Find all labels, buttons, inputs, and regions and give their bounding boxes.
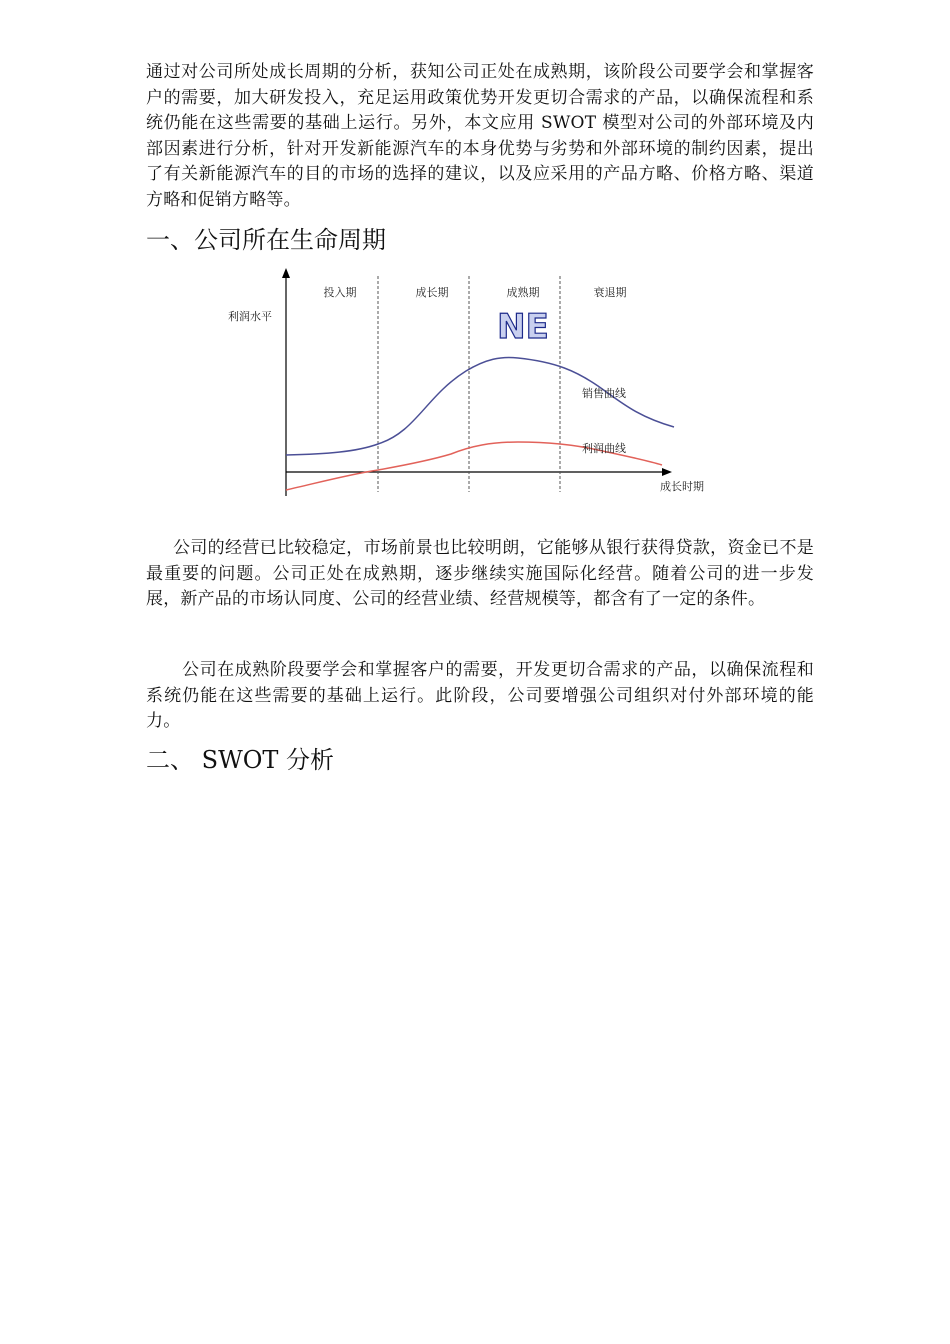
- ne-logo: NE: [497, 307, 549, 347]
- profit-curve-label: 利润曲线: [582, 442, 626, 455]
- life-cycle-figure: [226, 266, 704, 506]
- y-axis-label: 利润水平: [228, 310, 272, 323]
- x-axis-label: 成长时期: [660, 480, 704, 493]
- phase-label-introduction: 投入期: [323, 286, 357, 299]
- section-heading-life-cycle: 一、公司所在生命周期: [146, 226, 386, 254]
- sales-curve: [286, 357, 674, 455]
- section-heading-swot: 二、 SWOT 分析: [146, 746, 335, 774]
- life-cycle-diagram: [226, 266, 704, 506]
- y-axis-arrow: [282, 268, 290, 278]
- intro-paragraph: 通过对公司所处成长周期的分析，获知公司正处在成熟期，该阶段公司要学会和掌握客户的需要，加大研发投入，充足运用政策优势开发更切合需求的产品，以确保流程和系统仍能在这些需要的基础上运行。另外，本文应用 SWOT 模型对公司的外部环境及内部因素进行分析，针对开发新能源汽车的本身优势与劣势和外部环境的制约因素，提出了有关新能源汽车的目的市场的选择的建议，以及应采用的产品方略、价格方略、渠道方略和促销方略等。: [146, 62, 814, 210]
- phase-label-growth: 成长期: [415, 286, 449, 299]
- x-axis-arrow: [662, 468, 672, 476]
- maturity-paragraph: 公司在成熟阶段要学会和掌握客户的需要，开发更切合需求的产品，以确保流程和系统仍能在这些需要的基础上运行。此阶段，公司要增强公司组织对付外部环境的能力。: [146, 660, 814, 731]
- sales-curve-label: 销售曲线: [582, 387, 626, 400]
- stability-paragraph: 公司的经营已比较稳定，市场前景也比较明朗，它能够从银行获得贷款，资金已不是最重要的问题。公司正处在成熟期，逐步继续实施国际化经营。随着公司的进一步发展，新产品的市场认同度、公司的经营业绩、经营规模等，都含有了一定的条件。: [146, 538, 814, 609]
- phase-label-maturity: 成熟期: [506, 286, 540, 299]
- phase-label-decline: 衰退期: [593, 286, 627, 299]
